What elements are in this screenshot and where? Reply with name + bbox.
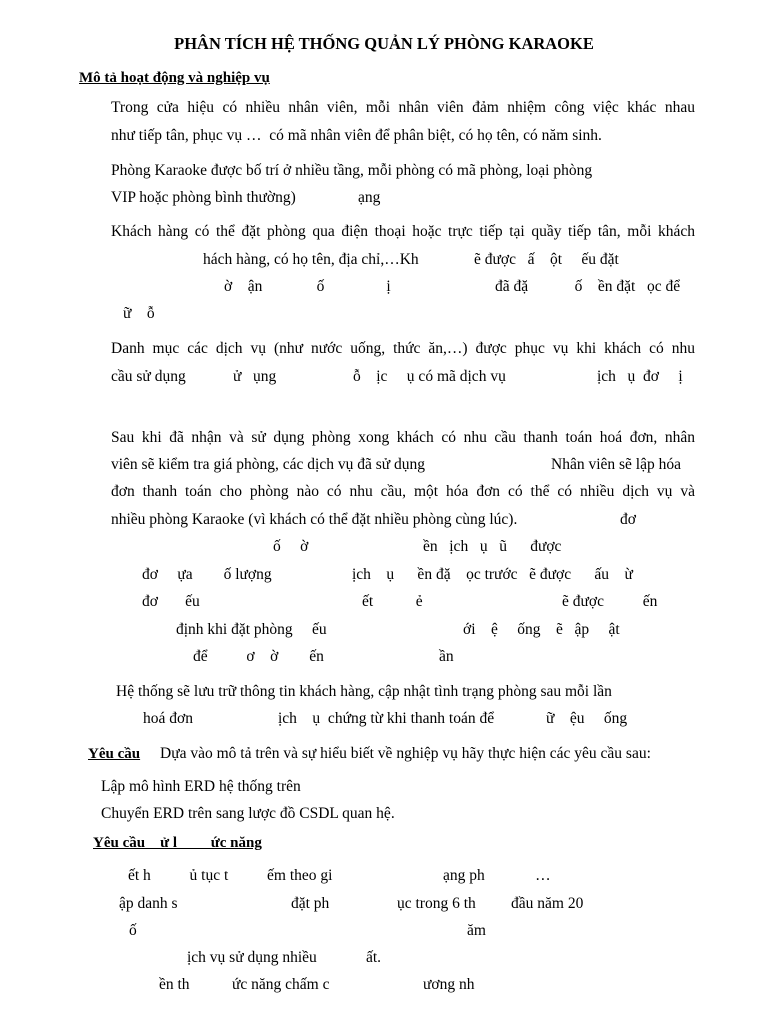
paragraph-line: nhiều phòng Karaoke (vì khách có thể đặt nhiều phòng cùng lúc). bbox=[111, 511, 518, 528]
function-fragment: đặt ph bbox=[291, 895, 330, 912]
paragraph-fragment: ịch ụ ền đặ ọc trước ẽ được ấu ừ bbox=[352, 566, 633, 583]
functions-heading: Yêu cầu ử l ức năng bbox=[93, 835, 262, 851]
paragraph-fragment: ử ụng bbox=[233, 368, 277, 385]
requirement-item: Chuyển ERD trên sang lược đồ CSDL quan hệ. bbox=[101, 805, 395, 822]
paragraph-line: cầu sử dụng bbox=[111, 368, 186, 385]
paragraph-line: Trong cửa hiệu có nhiều nhân viên, mỗi nhân viên đảm nhiệm công việc khác nhau bbox=[111, 99, 695, 116]
function-fragment: ất. bbox=[366, 949, 382, 966]
requirements-heading: Yêu cầu bbox=[88, 746, 141, 762]
function-fragment: ịch vụ sử dụng nhiều bbox=[187, 949, 317, 966]
function-fragment: ập danh s bbox=[119, 895, 178, 912]
paragraph-fragment: đơ bbox=[620, 511, 636, 528]
paragraph-line: Khách hàng có thể đặt phòng qua điện thoại hoặc trực tiếp tại quầy tiếp tân, mỗi khách bbox=[111, 223, 695, 240]
function-fragment: ết h ủ tục t ếm theo gi bbox=[128, 867, 333, 884]
function-fragment: ạng ph … bbox=[443, 867, 551, 884]
paragraph-line: Sau khi đã nhận và sử dụng phòng xong khách có nhu cầu thanh toán hoá đơn, nhân bbox=[111, 429, 695, 446]
paragraph-fragment: đơ ựa ố lượng bbox=[142, 566, 272, 583]
function-fragment: ức năng chấm c bbox=[232, 976, 330, 993]
paragraph-fragment: để ơ ờ ến bbox=[193, 648, 324, 665]
paragraph-fragment: định khi đặt phòng ếu bbox=[176, 621, 327, 638]
paragraph-fragment: ố ờ bbox=[273, 538, 309, 555]
paragraph-fragment: ẽ được ấ ột ếu đặt bbox=[474, 251, 619, 268]
function-fragment: ăm bbox=[467, 922, 486, 939]
paragraph-fragment: đã đặ ố ền đặt ọc để bbox=[495, 278, 681, 295]
paragraph-fragment: hách hàng, có họ tên, địa chỉ,…Kh bbox=[203, 251, 419, 268]
paragraph-fragment: ỗ ịc ụ có mã dịch vụ bbox=[353, 368, 506, 385]
paragraph-fragment: hoá đơn bbox=[143, 710, 193, 727]
document-title: PHÂN TÍCH HỆ THỐNG QUẢN LÝ PHÒNG KARAOKE bbox=[174, 34, 594, 53]
paragraph-fragment: ữ ỗ bbox=[123, 305, 155, 322]
paragraph-line: đơn thanh toán cho phòng nào có nhu cầu, một hóa đơn có thể có nhiều dịch vụ và bbox=[111, 483, 695, 500]
paragraph-line: như tiếp tân, phục vụ … có mã nhân viên để phân biệt, có họ tên, có năm sinh. bbox=[111, 127, 602, 144]
function-fragment: ương nh bbox=[423, 976, 475, 993]
paragraph-line: Hệ thống sẽ lưu trữ thông tin khách hàng, cập nhật tình trạng phòng sau mỗi lần bbox=[116, 683, 612, 700]
paragraph-fragment: Nhân viên sẽ lập hóa bbox=[551, 456, 681, 473]
function-fragment: đầu năm 20 bbox=[511, 895, 584, 912]
requirements-intro: Dựa vào mô tả trên và sự hiểu biết về nghiệp vụ hãy thực hiện các yêu cầu sau: bbox=[160, 745, 651, 762]
paragraph-fragment: ạng bbox=[358, 189, 381, 206]
paragraph-fragment: ịch ụ đơ ị bbox=[597, 368, 683, 385]
paragraph-fragment: ần bbox=[439, 648, 454, 665]
description-heading: Mô tả hoạt động và nghiệp vụ bbox=[79, 70, 270, 86]
paragraph-fragment: ết ẻ bbox=[362, 593, 423, 610]
paragraph-fragment: ịch ụ chứng từ khi thanh toán để bbox=[278, 710, 495, 727]
paragraph-fragment: ẽ được ến bbox=[562, 593, 658, 610]
paragraph-fragment: ờ ận ố ị bbox=[224, 278, 391, 295]
function-fragment: ục trong 6 th bbox=[397, 895, 476, 912]
paragraph-line: VIP hoặc phòng bình thường) bbox=[111, 189, 296, 206]
paragraph-line: Danh mục các dịch vụ (như nước uống, thức ăn,…) được phục vụ khi khách có nhu bbox=[111, 340, 695, 357]
paragraph-fragment: đơ ếu bbox=[142, 593, 200, 610]
function-fragment: ố bbox=[129, 922, 137, 939]
paragraph-fragment: ền ịch ụ ũ được bbox=[423, 538, 562, 555]
paragraph-line: Phòng Karaoke được bố trí ở nhiều tầng, mỗi phòng có mã phòng, loại phòng bbox=[111, 162, 593, 179]
requirement-item: Lập mô hình ERD hệ thống trên bbox=[101, 778, 301, 795]
paragraph-fragment: ữ ệu ống bbox=[546, 710, 628, 727]
paragraph-fragment: ới ệ ống ẽ ập ật bbox=[463, 621, 620, 638]
paragraph-line: viên sẽ kiểm tra giá phòng, các dịch vụ đã sử dụng bbox=[111, 456, 426, 473]
function-fragment: ền th bbox=[159, 976, 190, 993]
